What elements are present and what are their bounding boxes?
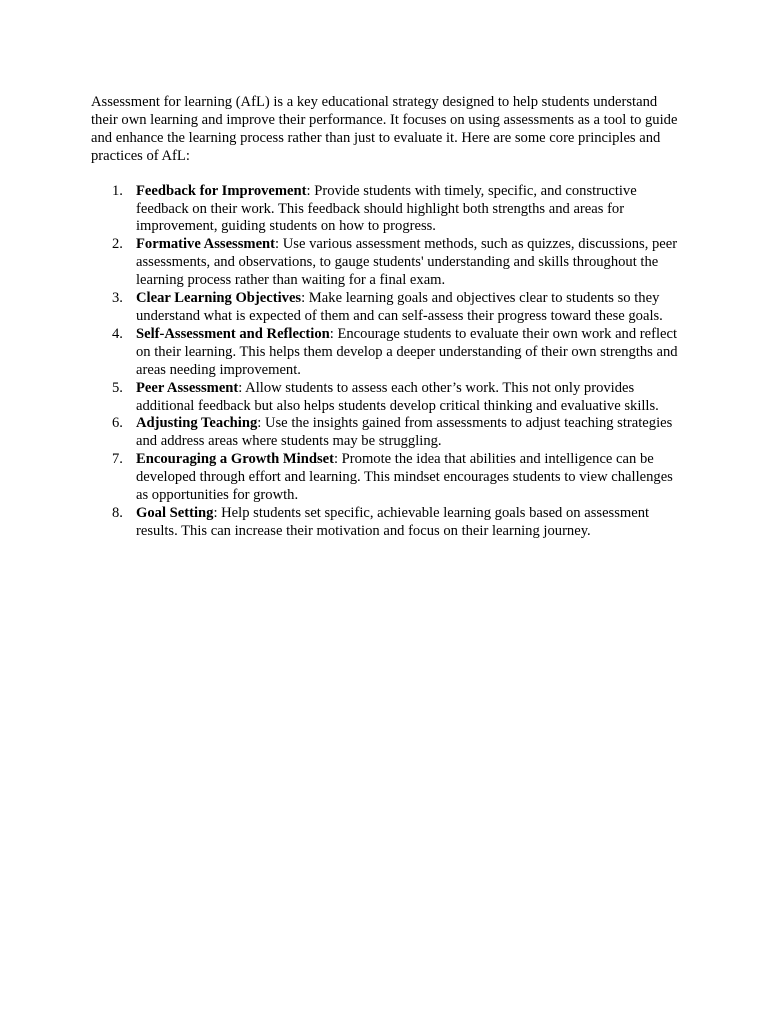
principle-term: Feedback for Improvement [136,182,307,199]
principle-description: : Encourage students to evaluate their own work and reflect on their learning. This helps them develop a deeper understanding of their own strengths and areas needing improvement. [136,325,678,378]
principle-term: Peer Assessment [136,379,239,396]
principle-term: Adjusting Teaching [136,415,258,432]
list-number: 6. [112,415,123,432]
list-number: 1. [112,182,123,199]
principle-term: Self-Assessment and Reflection [136,325,330,342]
list-item [91,415,681,451]
principle-description: : Make learning goals and objectives clear to students so they understand what is expected of them and can self-assess their progress toward these goals. [136,290,663,324]
principle-description: : Allow students to assess each other’s work. This not only provides additional feedback but also helps students develop critical thinking and evaluative skills. [136,379,659,414]
principle-description: : Use various assessment methods, such as quizzes, discussions, peer assessments, and observations, to gauge students' understanding and skills throughout the learning process rather than waiting for a final exam. [136,236,678,289]
list-number: 4. [112,325,123,342]
list-number: 5. [112,379,123,396]
principle-description: : Promote the idea that abilities and intelligence can be developed through effort and learning. This mindset encourages students to view challenges as opportunities for growth. [136,451,673,504]
list-item [91,505,681,541]
list-item [91,236,681,290]
list-number: 2. [112,236,123,253]
list-item [91,326,681,380]
list-item [91,451,681,505]
principle-description: : Help students set specific, achievable learning goals based on assessment results. This can increase their motivation and focus on their learning journey. [136,504,650,539]
principle-description: : Provide students with timely, specific, and constructive feedback on their work. This feedback should highlight both strengths and areas for improvement, guiding students on how to progress. [136,182,637,235]
intro-paragraph: Assessment for learning (AfL) is a key educational strategy designed to help students understand their own learning and improve their performance. It focuses on using assessments as a tool to guide and enhance the learning process rather than just to evaluate it. Here are some core principles and practices of AfL: [91,94,678,164]
list-item [91,290,681,326]
principle-term: Goal Setting [136,504,214,521]
principles-list [91,183,681,541]
principle-description: : Use the insights gained from assessments to adjust teaching strategies and address areas where students may be struggling. [136,415,673,450]
principle-term: Formative Assessment [136,236,276,253]
principle-term: Clear Learning Objectives [136,290,302,307]
list-item [91,380,681,416]
document-page [91,94,681,541]
list-item [91,183,681,237]
list-number: 7. [112,451,123,468]
list-number: 3. [112,290,123,307]
principle-term: Encouraging a Growth Mindset [136,451,334,468]
list-number: 8. [112,504,123,521]
